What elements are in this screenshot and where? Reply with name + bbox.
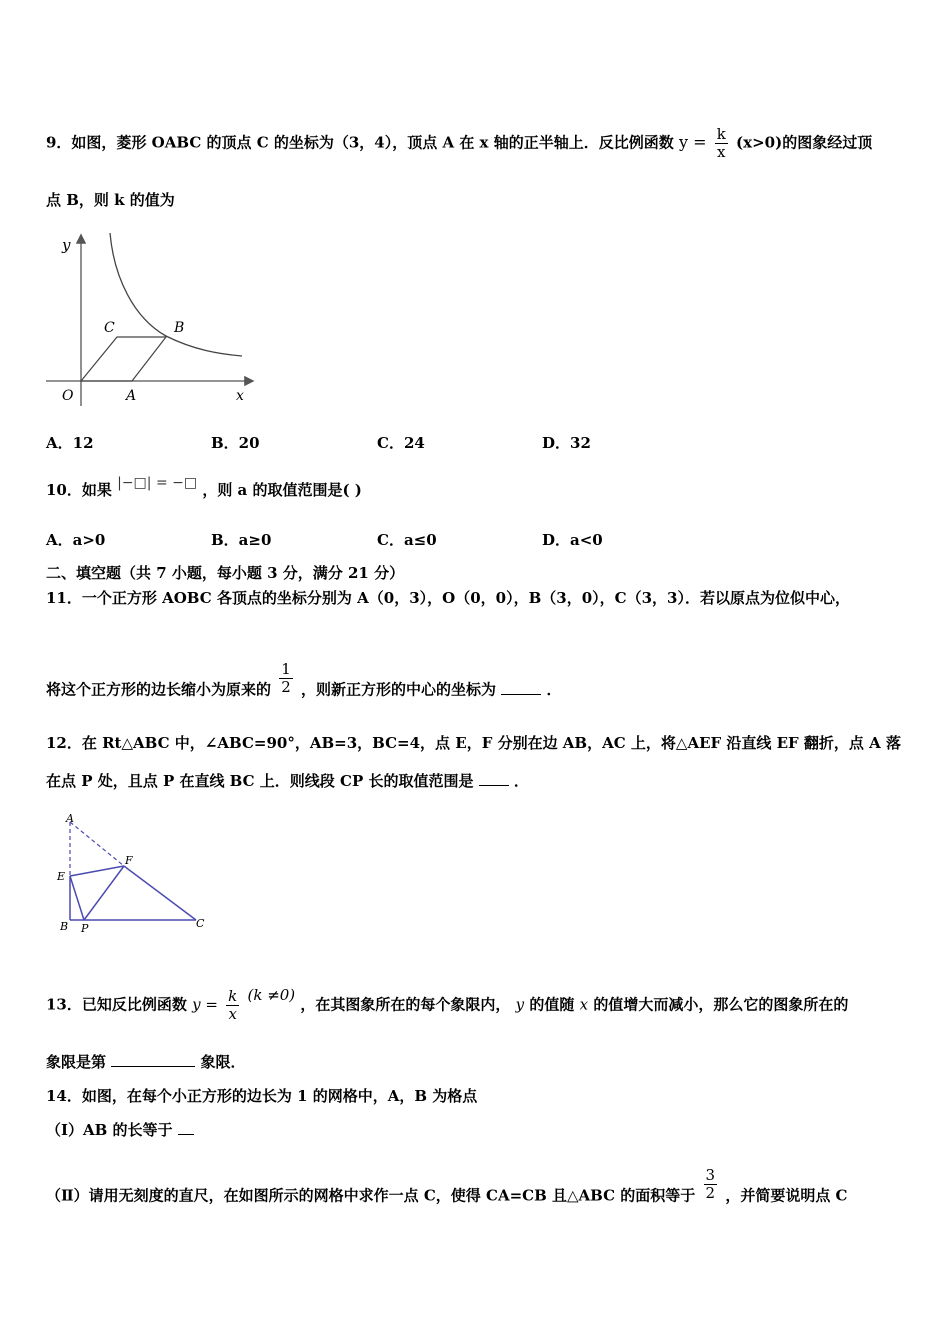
q11-end: ． bbox=[546, 680, 562, 699]
q14-part2-text-b: ，并简要说明点 C bbox=[725, 1186, 848, 1205]
q12-label-F: F bbox=[125, 854, 133, 867]
q10-suffix: ，则 a 的取值范围是( ) bbox=[202, 481, 362, 499]
q12-seg-EP bbox=[70, 876, 84, 920]
q13-frac-num: k bbox=[228, 987, 238, 1005]
q13-frac-den: x bbox=[228, 1005, 237, 1023]
q13-var-x: x bbox=[579, 995, 589, 1014]
q12-text-a: 在点 P 处，且点 P 在直线 BC 上．则线段 CP 长的取值范围是 bbox=[46, 772, 474, 790]
q14-part1 bbox=[46, 1120, 194, 1140]
q12-label-B: B bbox=[60, 920, 69, 933]
q13-mid-c: 的值增大而减小，那么它的图象所在的 bbox=[593, 995, 849, 1014]
q9-label-x: x bbox=[236, 388, 244, 404]
q13-text-a: 象限是第 bbox=[46, 1053, 107, 1071]
q13-var-y: y bbox=[515, 995, 525, 1014]
q13-text-b: 象限． bbox=[200, 1053, 246, 1071]
q14-part2 bbox=[46, 1166, 848, 1214]
q13-formula-cond: (k ≠0) bbox=[247, 985, 296, 1004]
q9-label-y: y bbox=[62, 236, 71, 254]
q9-option-c: C．24 bbox=[377, 434, 425, 452]
q9-formula-lhs: y = bbox=[678, 132, 707, 152]
q9-line2: 点 B，则 k 的值为 bbox=[46, 191, 175, 209]
q9-label-A: A bbox=[126, 388, 137, 404]
q9-option-b: B．20 bbox=[211, 434, 260, 452]
q9-frac-num: k bbox=[716, 125, 726, 143]
q9-frac-den: x bbox=[717, 143, 726, 161]
q10-prefix: 10．如果 bbox=[46, 481, 112, 499]
q12-answer-blank[interactable] bbox=[479, 771, 509, 786]
q12-end: ． bbox=[513, 772, 529, 790]
q13-answer-blank[interactable] bbox=[111, 1052, 195, 1067]
q9-text-b: (x>0)的图象经过顶 bbox=[736, 133, 873, 152]
q9-figure bbox=[44, 228, 259, 408]
q9-option-d: D．32 bbox=[542, 434, 591, 452]
q13-fraction bbox=[226, 988, 239, 1023]
q9-label-C: C bbox=[104, 320, 115, 336]
q9-line1 bbox=[46, 126, 872, 161]
q11-text-b: ，则新正方形的中心的坐标为 bbox=[301, 680, 497, 699]
q11-text-a: 将这个正方形的边长缩小为原来的 bbox=[46, 680, 272, 699]
q13-line2 bbox=[46, 1052, 246, 1072]
q13-prefix: 13．已知反比例函数 bbox=[46, 995, 187, 1014]
q9-fraction bbox=[715, 126, 728, 161]
q13-line1 bbox=[46, 985, 849, 1023]
q12-line1: 12．在 Rt△ABC 中，∠ABC=90°，AB=3，BC=4，点 E，F 分别在边 AB，AC 上，将△AEF 沿直线 EF 翻折，点 A 落 bbox=[46, 734, 902, 752]
q14-fraction bbox=[704, 1167, 718, 1202]
q9-label-O: O bbox=[62, 388, 74, 404]
q14-answer-blank[interactable] bbox=[178, 1120, 194, 1135]
q12-seg-FC bbox=[124, 866, 196, 920]
q14-part2-text-a: （Ⅱ）请用无刻度的直尺，在如图所示的网格中求作一点 C，使得 CA=CB 且△ABC 的面积等于 bbox=[46, 1186, 696, 1205]
q12-line2 bbox=[46, 771, 529, 791]
section2-title: 二、填空题（共 7 小题，每小题 3 分，满分 21 分） bbox=[46, 564, 405, 582]
q11-frac-den: 2 bbox=[281, 678, 291, 696]
q11-answer-blank[interactable] bbox=[501, 680, 541, 695]
q13-mid-a: ，在其图象所在的每个象限内， bbox=[300, 995, 511, 1014]
q14-line1: 14．如图，在每个小正方形的边长为 1 的网格中，A，B 为格点 bbox=[46, 1087, 478, 1105]
q10-option-d: D．a<0 bbox=[542, 531, 603, 549]
q10-option-b: B．a≥0 bbox=[211, 531, 272, 549]
q9-rhombus bbox=[81, 337, 166, 381]
q10-formula: |−□| = −□ bbox=[117, 475, 198, 491]
q12-seg-EF bbox=[70, 866, 124, 876]
q14-frac-den: 2 bbox=[705, 1184, 716, 1202]
q12-seg-PF bbox=[84, 866, 124, 920]
q9-text-a: 9．如图，菱形 OABC 的顶点 C 的坐标为（3，4），顶点 A 在 x 轴的正半轴上．反比例函数 bbox=[46, 133, 674, 152]
q11-frac-num: 1 bbox=[281, 660, 291, 678]
q13-mid-b: 的值随 bbox=[529, 995, 575, 1014]
q10-line bbox=[46, 475, 362, 501]
q9-option-a: A．12 bbox=[46, 434, 94, 452]
q14-part1-text: （Ⅰ）AB 的长等于 bbox=[46, 1121, 173, 1139]
q12-figure bbox=[54, 812, 214, 937]
q9-label-B: B bbox=[174, 320, 185, 336]
q11-fraction bbox=[279, 661, 293, 696]
q10-option-a: A．a>0 bbox=[46, 531, 106, 549]
q14-frac-num: 3 bbox=[705, 1166, 716, 1184]
q12-label-P: P bbox=[81, 922, 89, 935]
q11-line2 bbox=[46, 660, 562, 708]
q13-formula-lhs: y = bbox=[192, 995, 218, 1014]
q11-line1: 11．一个正方形 AOBC 各顶点的坐标分别为 A（0，3），O（0，0），B（3，0），C（3，3）．若以原点为位似中心， bbox=[46, 589, 850, 607]
q12-label-C: C bbox=[196, 917, 205, 930]
q12-seg-AF bbox=[70, 822, 124, 866]
q12-label-A: A bbox=[66, 812, 74, 825]
q10-option-c: C．a≤0 bbox=[377, 531, 437, 549]
q12-label-E: E bbox=[57, 870, 66, 883]
